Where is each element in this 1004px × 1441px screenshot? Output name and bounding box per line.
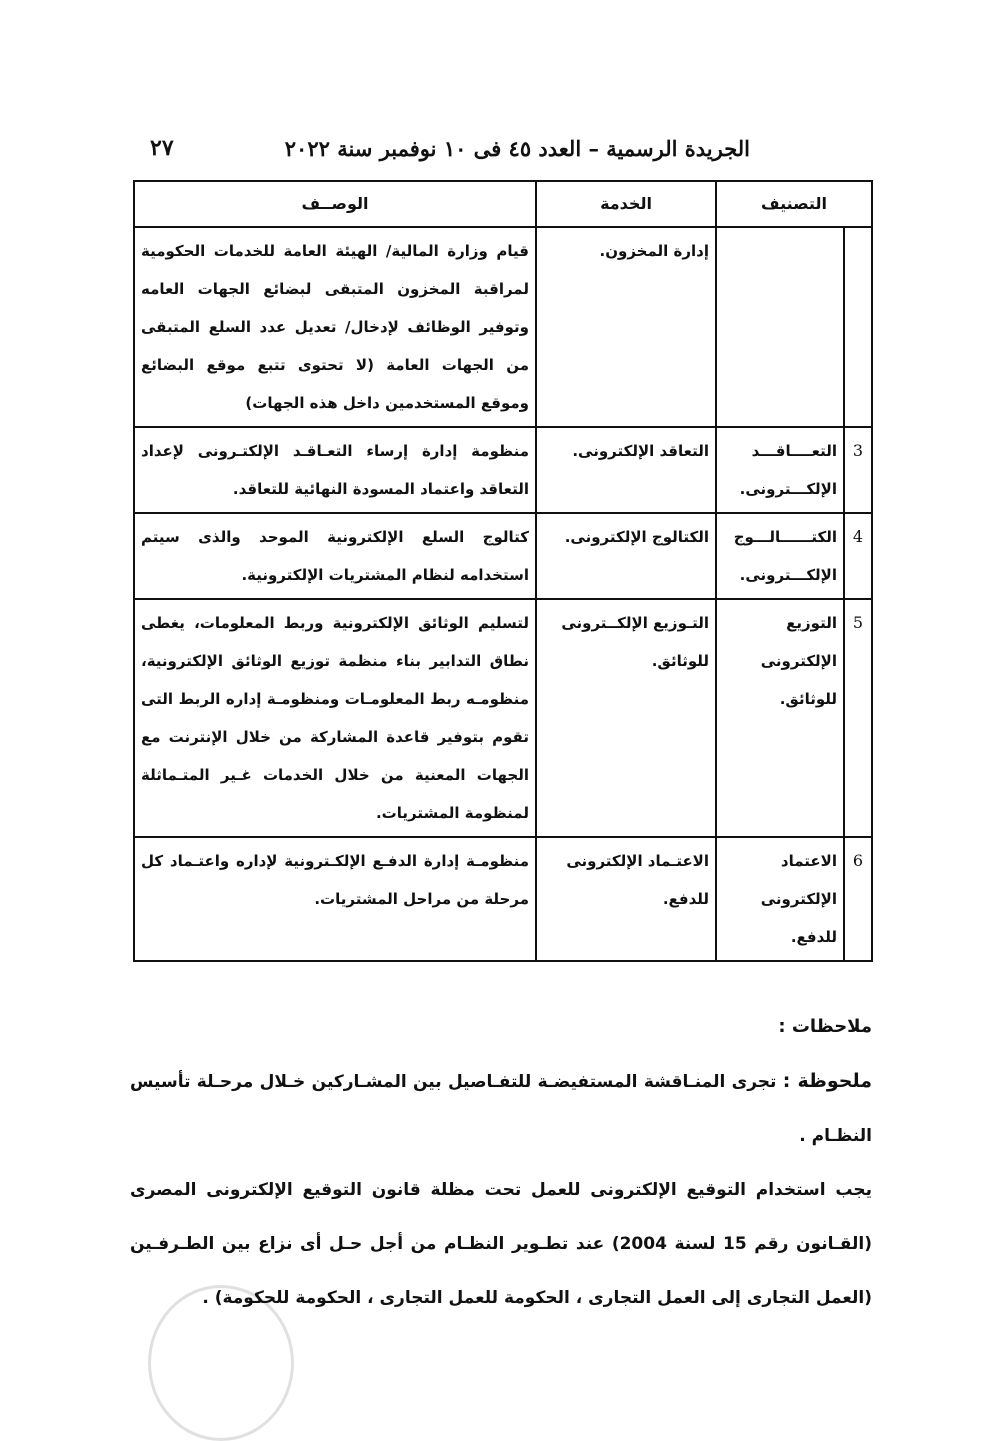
row-description: كتالوج السلع الإلكترونية الموحد والذى سيتم استخدامه لنظام المشتريات الإلكترونية.: [134, 513, 536, 599]
table-row: [134, 837, 872, 961]
row-classification: الاعتماد الإلكترونى للدفع.: [716, 837, 844, 961]
table-row: [134, 227, 872, 427]
table-row: [134, 427, 872, 513]
page-header: [150, 128, 750, 168]
row-service: الاعتـماد الإلكترونى للدفع.: [536, 837, 716, 961]
header-classification: التصنيف: [716, 181, 872, 227]
row-number: 3: [844, 427, 872, 513]
row-classification: [716, 227, 844, 427]
table-row: [134, 599, 872, 837]
row-service: إدارة المخزون.: [536, 227, 716, 427]
services-table: [133, 180, 873, 962]
header-description: الوصــف: [134, 181, 536, 227]
note-paragraph: [130, 1054, 872, 1163]
header-service: الخدمة: [536, 181, 716, 227]
signature-paragraph: يجب استخدام التوقيع الإلكترونى للعمل تحت مظلة قانون التوقيع الإلكترونى المصرى (القـانون رقم 15 لسنة 2004) عند تطـوير النظـام من أجل حـل أى نزاع بين الطـرفـين (العمل التجارى إلى العمل التجارى ، الحكومة للعمل التجارى ، الحكومة للحكومة) .: [130, 1180, 872, 1308]
row-classification: التعــــاقـــد الإلكـــترونى.: [716, 427, 844, 513]
header-title: الجريدة الرسمية – العدد ٤٥ فى ١٠ نوفمبر سنة ٢٠٢٢: [284, 135, 750, 161]
row-number: 5: [844, 599, 872, 837]
row-description: قيام وزارة المالية/ الهيئة العامة للخدمات الحكومية لمراقبة المخزون المتبقى لبضائع الجهات العامه وتوفير الوظائف لإدخال/ تعديل عدد السلع المتبقى من الجهات العامة (لا تحتوى تتبع موقع البضائع وموقع المستخدمين داخل هذه الجهات): [134, 227, 536, 427]
table-header-row: [134, 181, 872, 227]
table-row: [134, 513, 872, 599]
row-description: لتسليم الوثائق الإلكترونية وربط المعلومات، يغطى نطاق التدابير بناء منظمة توزيع الوثائق الإلكترونية، منظومـه ربط المعلومـات ومنظومـة إداره الربط التى تقوم بتوفير قاعدة المشاركة من خلال الإنترنت مع الجهات المعنية من خلال الخدمات غـير المتـماثلة لمنظومة المشتريات.: [134, 599, 536, 837]
row-number: 6: [844, 837, 872, 961]
page-number: ٢٧: [150, 135, 174, 161]
row-description: منظومـة إدارة الدفـع الإلكـترونية لإداره واعتـماد كل مرحلة من مراحل المشتريات.: [134, 837, 536, 961]
row-description: منظومة إدارة إرساء التعـاقـد الإلكتـرونى لإعداد التعاقد واعتماد المسودة النهائية للتعاقد.: [134, 427, 536, 513]
row-number: [844, 227, 872, 427]
note-label: ملحوظة :: [782, 1070, 872, 1092]
row-number: 4: [844, 513, 872, 599]
row-classification: الكتــــــالـــوج الإلكـــترونى.: [716, 513, 844, 599]
note-text: تجرى المنـاقشة المستفيضـة للتفـاصيل بين المشـاركين خـلال مرحـلة تأسيس النظـام .: [130, 1072, 872, 1146]
row-service: التـوزيع الإلكــترونى للوثائق.: [536, 599, 716, 837]
row-service: الكتالوج الإلكترونى.: [536, 513, 716, 599]
row-service: التعاقد الإلكترونى.: [536, 427, 716, 513]
notes-heading: ملاحظات :: [778, 1016, 872, 1037]
notes-section: [130, 1000, 872, 1325]
row-classification: التوزيع الإلكترونى للوثائق.: [716, 599, 844, 837]
